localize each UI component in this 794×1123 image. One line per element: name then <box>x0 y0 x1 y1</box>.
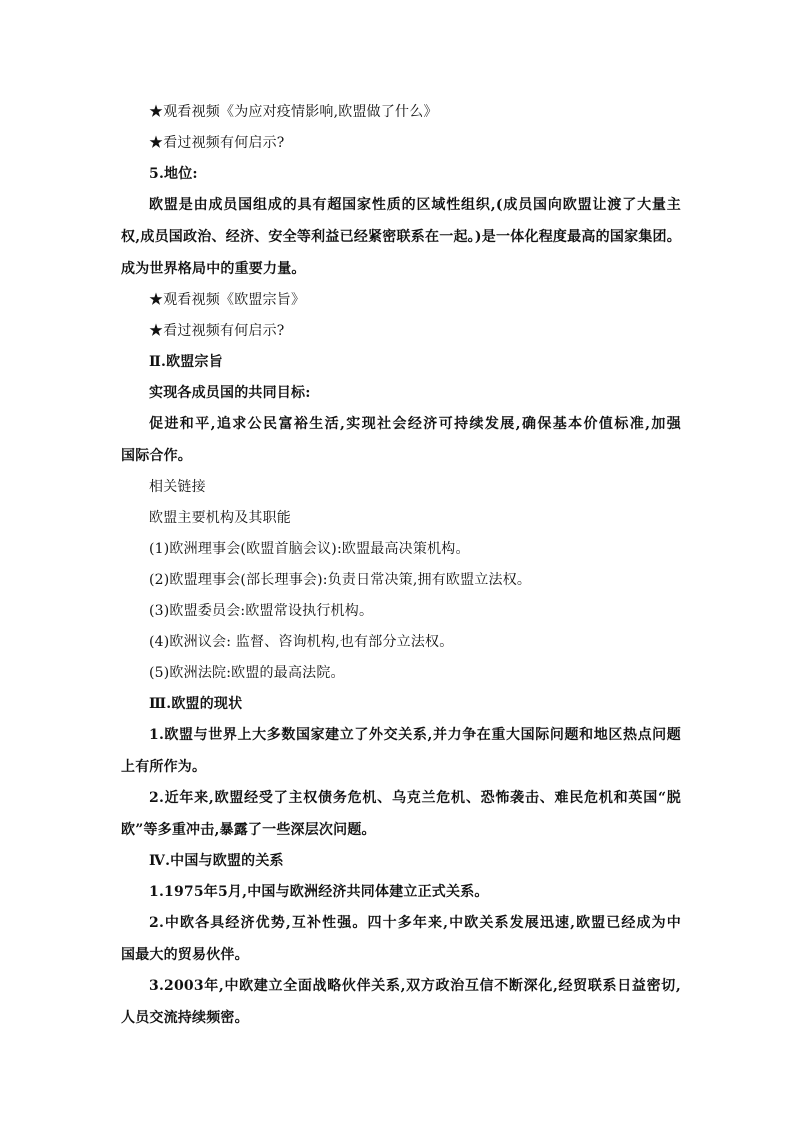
institution-item: (5)欧洲法院:欧盟的最高法院。 <box>149 665 345 681</box>
paragraph-current-1-line-2: 上有所作为。 <box>121 759 207 775</box>
paragraph-current-2-line-1: 2.近年来,欧盟经受了主权债务危机、乌克兰危机、恐怖袭击、难民危机和英国“脱 <box>149 790 681 806</box>
paragraph-china-eu-2-line-2: 国最大的贸易伙伴。 <box>121 947 249 963</box>
institutions-heading: 欧盟主要机构及其职能 <box>149 510 291 526</box>
reflection-question-line: ★看过视频有何启示? <box>149 135 285 151</box>
paragraph-purpose-line-1: 促进和平,追求公民富裕生活,实现社会经济可持续发展,确保基本价值标准,加强 <box>149 416 681 432</box>
paragraph-china-eu-2-line-1: 2.中欧各具经济优势,互补性强。四十多年来,中欧关系发展迅速,欧盟已经成为中 <box>149 915 681 931</box>
institution-item: (3)欧盟委员会:欧盟常设执行机构。 <box>149 603 374 619</box>
section-heading-status: 5.地位: <box>149 166 198 182</box>
section-heading-current-status: Ⅲ.欧盟的现状 <box>149 696 243 712</box>
reflection-question-line: ★看过视频有何启示? <box>149 323 285 339</box>
paragraph-china-eu-3-line-1: 3.2003年,中欧建立全面战略伙伴关系,双方政治互信不断深化,经贸联系日益密切, <box>149 978 681 994</box>
paragraph-current-2-line-2: 欧”等多重冲击,暴露了一些深层次问题。 <box>121 822 376 838</box>
section-heading-china-eu: Ⅳ.中国与欧盟的关系 <box>149 853 284 869</box>
paragraph-status-line-1: 欧盟是由成员国组成的具有超国家性质的区域性组织,(成员国向欧盟让渡了大量主 <box>149 197 681 213</box>
paragraph-status-line-3: 成为世界格局中的重要力量。 <box>121 261 306 277</box>
paragraph-purpose-line-2: 国际合作。 <box>121 448 192 464</box>
video-prompt-line: ★观看视频《为应对疫情影响,欧盟做了什么》 <box>149 104 438 120</box>
section-heading-purpose: Ⅱ.欧盟宗旨 <box>149 354 223 370</box>
paragraph-current-1-line-1: 1.欧盟与世界上大多数国家建立了外交关系,并力争在重大国际问题和地区热点问题 <box>149 727 681 743</box>
video-prompt-line: ★观看视频《欧盟宗旨》 <box>149 292 306 308</box>
paragraph-china-eu-3-line-2: 人员交流持续频密。 <box>121 1010 249 1026</box>
related-link-heading: 相关链接 <box>149 479 206 495</box>
institution-item: (1)欧洲理事会(欧盟首脑会议):欧盟最高决策机构。 <box>149 541 470 557</box>
paragraph-china-eu-1: 1.1975年5月,中国与欧洲经济共同体建立正式关系。 <box>149 884 489 900</box>
paragraph-status-line-2: 权,成员国政治、经济、安全等利益已经紧密联系在一起。)是一体化程度最高的国家集团。 <box>121 229 681 245</box>
institution-item: (2)欧盟理事会(部长理事会):负责日常决策,拥有欧盟立法权。 <box>149 572 532 588</box>
institution-item: (4)欧洲议会: 监督、咨询机构,也有部分立法权。 <box>149 634 454 650</box>
paragraph-purpose-intro: 实现各成员国的共同目标: <box>149 385 311 401</box>
